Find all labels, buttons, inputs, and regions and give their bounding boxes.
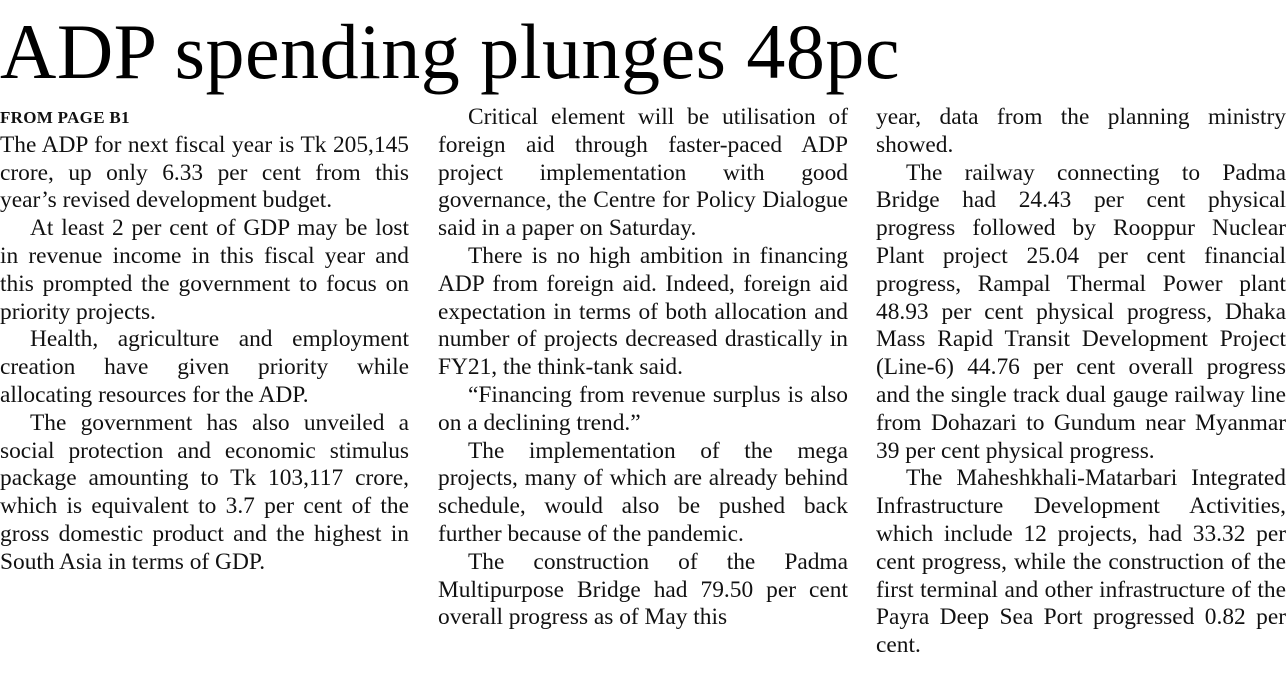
article-paragraph: Critical element will be utilisation of foreign aid through faster-paced ADP project implementation with good governance, the Centre for Policy Dialogue said in a paper on Saturday. xyxy=(438,104,848,242)
headline: ADP spending plunges 48pc xyxy=(0,8,901,95)
article-paragraph: The implementation of the mega projects, many of which are already behind schedule, would also be pushed back further because of the pandemic. xyxy=(438,437,848,547)
article-paragraph: The construction of the Padma Multipurpose Bridge had 79.50 per cent overall progress as of May this xyxy=(438,548,848,631)
article-paragraph: The railway connecting to Padma Bridge had 24.43 per cent physical progress followed by Rooppur Nuclear Plant project 25.04 per cent financial progress, Rampal Thermal Power plant 48.93 per cent physical progress, Dhaka Mass Rapid Transit Development Project (Line-6) 44.76 per cent overall progress and the single track dual gauge railway line from Dohazari to Gundum near Myanmar 39 per cent physical progress. xyxy=(876,159,1286,464)
continuation-kicker: FROM PAGE B1 xyxy=(0,108,130,127)
article-paragraph: “Financing from revenue surplus is also on a declining trend.” xyxy=(438,381,848,436)
article-paragraph: The ADP for next fiscal year is Tk 205,145 crore, up only 6.33 per cent from this year’s revised development budget. xyxy=(0,131,409,214)
article-column-1 xyxy=(0,104,409,577)
article-paragraph: At least 2 per cent of GDP may be lost in revenue income in this fiscal year and this prompted the government to focus on priority projects. xyxy=(0,215,409,325)
article-paragraph: The government has also unveiled a social protection and economic stimulus package amounting to Tk 103,117 crore, which is equivalent to 3.7 per cent of the gross domestic product and the highest in South Asia in terms of GDP. xyxy=(0,409,409,575)
article-column-2 xyxy=(438,104,848,632)
article-column-3 xyxy=(876,104,1286,660)
article-paragraph: There is no high ambition in financing ADP from foreign aid. Indeed, foreign aid expectation in terms of both allocation and number of projects decreased drastically in FY21, the think-tank said. xyxy=(438,242,848,381)
article-paragraph: Health, agriculture and employment creation have given priority while allocating resources for the ADP. xyxy=(0,326,409,408)
article-paragraph: year, data from the planning ministry showed. xyxy=(876,104,1286,158)
article-paragraph: The Maheshkhali-Matarbari Integrated Infrastructure Development Activities, which include 12 projects, had 33.32 per cent progress, while the construction of the first terminal and other infrastructure of the Payra Deep Sea Port progressed 0.82 per cent. xyxy=(876,465,1286,659)
